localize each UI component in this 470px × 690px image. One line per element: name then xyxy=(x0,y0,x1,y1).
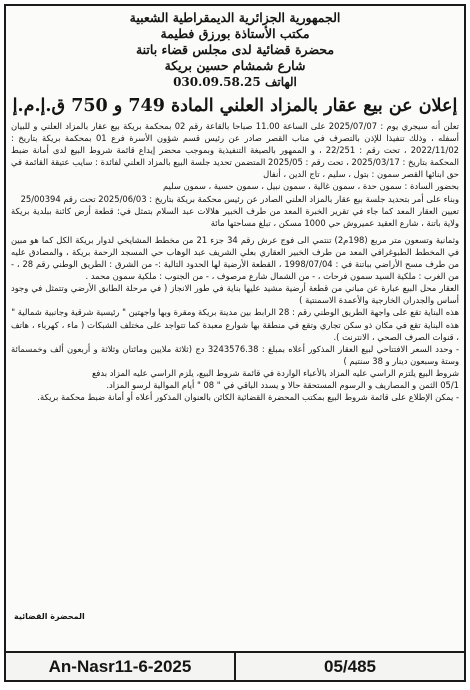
notice-body xyxy=(6,120,464,403)
paragraph-consultation: - يمكن الإطلاع على قائمة شروط البيع بمكتب المحضرة القضائية الكائن بالعنوان المذكور أعلاه أو أمانة ضبط محكمة بريكة. xyxy=(37,392,459,403)
paragraph-court-order: وبناء على أمر بتحديد جلسة بيع عقار بالمزاد العلني الصادر عن رئيس محكمة بريكة بتاريخ : 2025/06/03 تحت رقم 25/00394 xyxy=(20,193,459,204)
republic-name: الجمهورية الجزائرية الديمقراطية الشعبية xyxy=(129,10,341,25)
bailiff-signature: المحضرة القضائية xyxy=(14,612,85,621)
paragraph-property-boundaries: وثمانية وتسعون متر مربع (198م2) تنتمي الى فوج عرش رقم 34 جزء 21 من مخطط المشايخي لدوار بريكة الكل كما هو مبين في المخطط الطبوغرافي المعد من طرف الخبير العقاري بعلي الشريف عبد الوهاب حي المسجد الرحمة بريكة ، والمصادق عليه من طرف مسح الأراضي بباتنة في : 1998/07/04 ، القطعة الأرضية لها الحدود التالية :- من الشرق : الطريق الوطني رقم 28 ، - من الغرب : ملكية السيد سمون فرحات ، - من الشمال شارع مرصوف ، - من الجنوب : ملكية سمون محمد . xyxy=(11,234,459,282)
paragraph-payment-terms: 05/1 الثمن و المصاريف و الرسوم المستحقة حالا و يسدد الباقي في " 08 " أيام الموالية لرسو المزاد. xyxy=(106,379,459,390)
office-name: مكتب الأستاذة بورزق فطيمة xyxy=(160,26,310,41)
letterhead xyxy=(6,6,464,90)
publication-date: An-Nasr11-6-2025 xyxy=(6,653,236,680)
office-phone xyxy=(6,74,464,90)
notice-title: إعلان عن بيع عقار بالمزاد العلني المادة 749 و 750 ق.إ.م.إ xyxy=(12,96,458,116)
paragraph-sale-conditions: شروط البيع يلتزم الراسي عليه المزاد بالأعباء الواردة في قائمة شروط البيع، يلزم الراسي عليه المزاد بدفع xyxy=(91,367,459,378)
legal-notice-page xyxy=(4,4,466,682)
paragraph-property-area: هذه البناية تقع في مكان ذو سكن تجاري وتقع في منطقة بها شوارع معبدة كما تتواجد على مختلف الشبكات ( ماء ، كهرباء ، هاتف ، قنوات الصرف الصحي ، الانترنت ). xyxy=(11,319,459,342)
phone-label: الهاتف xyxy=(264,75,297,89)
publication-footer xyxy=(6,651,464,680)
paragraph-property-description: العقار محل البيع عبارة عن مباني من قطعة أرضية مشيد عليها بناية في طور الانجاز ( في مرحلة الطابق الأرضي وتتمثل في وجود أساس والجدران الخارجية والأعمدة الاسمنتية ) xyxy=(11,283,459,306)
paragraph-sale-date: تعلن أنه سيجري يوم : 2025/07/07 على الساعة 11.00 صباحا بالقاعة رقم 02 بمحكمة بريكة بيع عقار بالمزاد العلني و للبيان أسفله ، وذلك تنفيذا للإذن بالتصرف في مناب القصر صادر عن رئيس قسم شؤون الأسرة فرع 01 بمحكمة بريكة بتاريخ : 2022/11/02 ، تحت رقم : 22/251 ، و الممهور بالصيغة التنفيذية وبموجب محضر إيداع قائمة شروط البيع لدى أمانة ضبط المحكمة بتاريخ : 2025/03/17 ، تحت رقم : 2025/05 المتضمن تحديد جلسة البيع بالمزاد العلني لفائدة : سايب عتيقة القائمة في حق ابنائها القصر سمون : بتول ، سليم ، تاج الدين ، أنفال xyxy=(11,121,460,180)
paragraph-opening-price: - وحدد السعر الافتتاحي لبيع العقار المذكور أعلاه بمبلغ : 3243576.38 دج (ثلاثة ملايين ومائتان وثلاثة و أربعون ألف وخمسمائة وستة وسبعون دينار و 38 سنتيم ) xyxy=(11,343,459,366)
office-role: محضرة قضائية لدى مجلس قضاء باتنة xyxy=(135,42,335,57)
paragraph-property-frontage: هذه البناية تقع على واجهة الطريق الوطني رقم : 28 الرابط بين مدينة بريكة ومقرة وبها واجهتين " رئيسية شرقية وجانبية شمالية " xyxy=(11,307,459,318)
office-address: شارع شمشام حسين بريكة xyxy=(164,58,306,73)
phone-number: 030.09.58.25 xyxy=(173,75,261,89)
notice-reference: 05/485 xyxy=(324,656,376,676)
paragraph-property-designation: تعيين العقار المعد كما جاء في تقرير الخبرة المعد من طرف الخبير هلالات عبد السلام بتمثل في: قطعة أرض كائنة ببلدية بريكة ولاية باتنة ، شارع العقيد عميروش حي 1000 مسكن ، تبلغ مساحتها مائة xyxy=(11,205,459,228)
paragraph-attendees: بحضور السادة : سمون حدة ، سمون غالية ، سمون نبيل ، سمون حسية ، سمون سليم xyxy=(162,181,459,192)
